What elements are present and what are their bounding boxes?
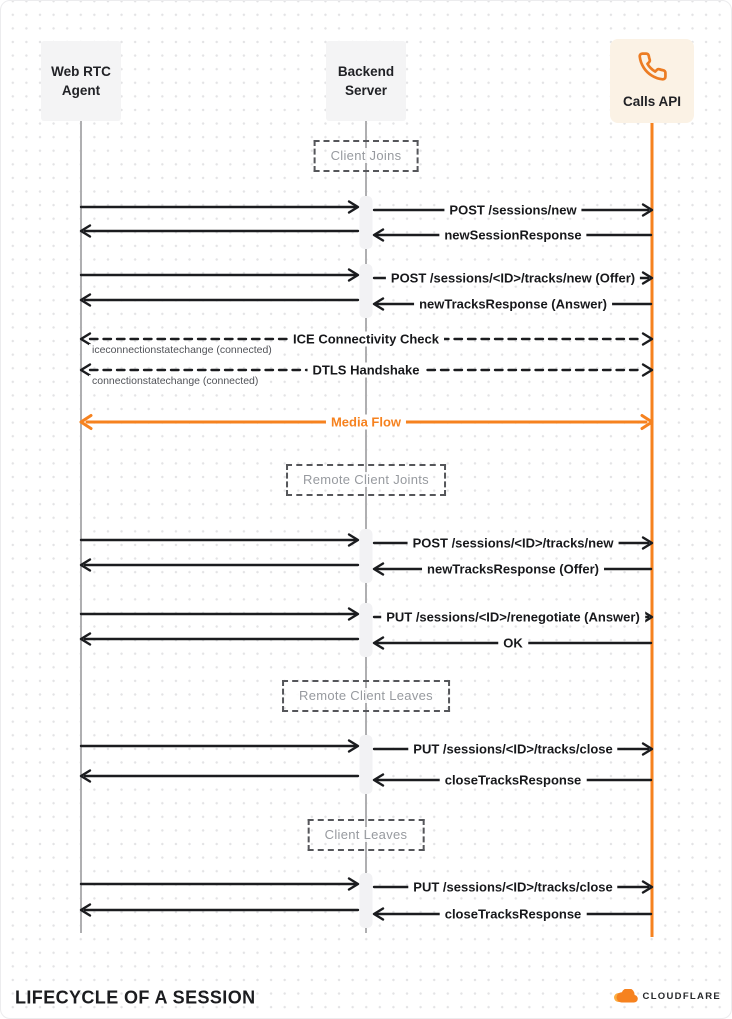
message-label: PUT /sessions/<ID>/tracks/close [408,880,617,895]
actor-label: Calls API [622,94,682,109]
section-label: Remote Client Joints [303,472,429,487]
message-label: DTLS Handshake [308,363,425,378]
section-label: Client Leaves [324,827,408,842]
message-sublabel: iceconnectionstatechange (connected) [89,344,275,356]
section-box-client-leaves [308,819,425,851]
actor-label-line: Backend [337,63,395,79]
actor-label [338,62,394,100]
cloudflare-logo [612,989,721,1003]
actor-webrtc-agent [41,41,121,121]
message-label: closeTracksResponse [440,773,587,788]
cloudflare-wordmark: CLOUDFLARE [642,990,721,1002]
cloudflare-cloud-icon [612,989,639,1003]
message-sublabel: connectionstatechange (connected) [89,375,261,387]
actor-label [51,62,111,100]
arrowhead [81,334,90,345]
arrowhead [643,365,652,376]
section-label: Remote Client Leaves [299,688,433,703]
actor-calls-api [610,39,694,123]
message-label: Media Flow [326,415,406,430]
actor-backend-server [326,41,406,121]
phone-icon [637,51,668,82]
message-label: closeTracksResponse [440,907,587,922]
message-label: ICE Connectivity Check [288,332,444,347]
section-box-remote-client-joints [286,464,446,496]
arrowhead [81,365,90,376]
actor-label-line: Agent [61,83,101,98]
message-label: OK [498,636,528,651]
message-label: newTracksResponse (Answer) [414,297,612,312]
message-label: POST /sessions/new [444,203,581,218]
section-box-client-joins [314,140,419,172]
page-title: LIFECYCLE OF A SESSION [15,987,256,1008]
arrowhead [643,334,652,345]
message-label: POST /sessions/<ID>/tracks/new [408,536,619,551]
message-label: newSessionResponse [439,228,586,243]
actor-label-line: Server [344,83,388,98]
message-label: POST /sessions/<ID>/tracks/new (Offer) [386,271,640,286]
message-label: newTracksResponse (Offer) [422,562,604,577]
section-label: Client Joins [330,148,402,163]
message-label: PUT /sessions/<ID>/renegotiate (Answer) [381,610,645,625]
section-box-remote-client-leaves [282,680,450,712]
message-label: PUT /sessions/<ID>/tracks/close [408,742,617,757]
actor-label-line: Web RTC [51,63,111,79]
